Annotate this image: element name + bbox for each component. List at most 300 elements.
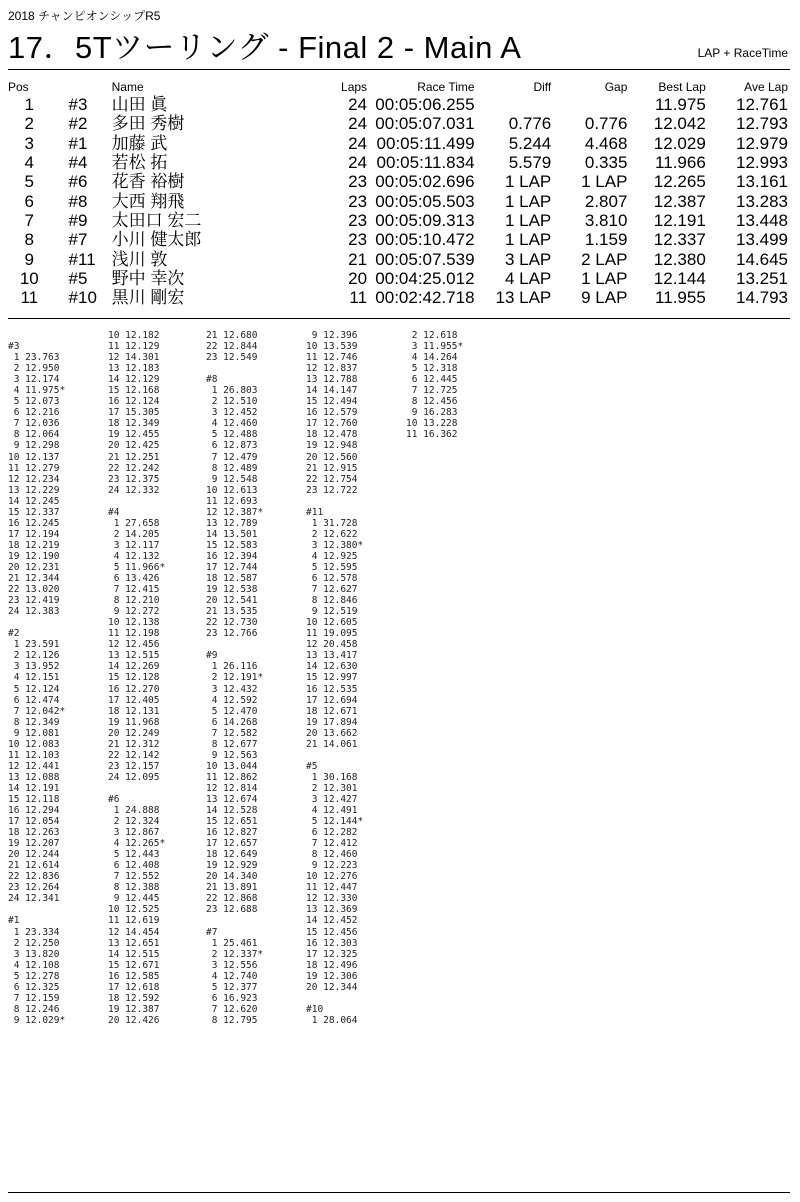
row-diff: 4 LAP (504, 268, 552, 288)
lap-line: 6 12.216 (8, 407, 60, 419)
lap-line: 11 12.746 (306, 352, 358, 364)
row-ave-lap: 13.161 (736, 172, 788, 192)
lap-line (306, 496, 363, 507)
lap-line: 23 12.375 (108, 473, 160, 485)
row-best-lap: 12.042 (653, 114, 706, 134)
row-best-lap: 12.191 (653, 210, 706, 230)
lap-line: 19 12.190 (8, 550, 60, 562)
lap-line: 1 23.763 (8, 352, 60, 364)
row-race-time: 00:05:07.031 (375, 114, 475, 134)
lap-line: 15 12.997 (306, 672, 358, 684)
lap-line: 17 12.325 (306, 948, 358, 960)
lap-line: 19 11.968 (108, 716, 160, 728)
lap-line: 8 12.246 (8, 1003, 60, 1015)
row-driver-name: 多田 秀樹 (111, 114, 185, 134)
lap-line: 1 28.064 (306, 1014, 358, 1026)
row-car-number: #8 (68, 191, 88, 211)
lap-line: 8 12.795 (206, 1014, 258, 1026)
lap-line: 22 12.142 (108, 749, 160, 761)
lap-line: 18 12.131 (108, 705, 160, 717)
lap-line: 2 12.618 (406, 330, 458, 341)
lap-line: 21 14.061 (306, 738, 358, 750)
lap-line: 8 12.489 (206, 462, 258, 474)
lap-line: 9 12.548 (206, 473, 258, 485)
lap-line: 13 12.183 (108, 363, 160, 375)
lap-line: 11 12.693 (206, 495, 258, 507)
row-car-number: #9 (68, 210, 88, 230)
lap-line: 15 12.128 (108, 672, 160, 684)
lap-line: 22 12.242 (108, 462, 160, 474)
row-pos: 5 (24, 172, 34, 192)
lap-line: 4 12.740 (206, 970, 258, 982)
row-ave-lap: 14.793 (736, 288, 788, 308)
lap-group-heading: #4 (108, 506, 120, 518)
table-row (8, 288, 788, 307)
lap-line: 10 12.525 (108, 904, 160, 916)
lap-line: 11 16.362 (406, 429, 458, 441)
row-car-number: #3 (68, 95, 88, 115)
lap-line: 3 13.820 (8, 948, 60, 960)
col-diff: Diff (533, 80, 552, 94)
lap-line: 3 12.174 (8, 374, 60, 386)
lap-line: 3 12.556 (206, 959, 258, 971)
col-ave-lap: Ave Lap (744, 80, 788, 94)
lap-line: 7 12.042* (8, 705, 66, 717)
lap-line: 3 13.952 (8, 661, 60, 673)
row-laps: 21 (348, 249, 368, 269)
lap-line: 11 12.198 (108, 628, 160, 640)
lap-line: 20 12.249 (108, 727, 160, 739)
lap-line: 23 12.264 (8, 882, 60, 894)
row-best-lap: 12.387 (653, 191, 706, 211)
lap-line: 1 26.803 (206, 385, 258, 397)
lap-line: 2 14.205 (108, 528, 160, 540)
lap-line: 11 12.279 (8, 462, 60, 474)
lap-line: 12 12.387* (206, 506, 264, 518)
row-pos: 9 (24, 249, 34, 269)
lap-line: 24 12.332 (108, 484, 160, 496)
lap-line: 10 12.182 (108, 330, 160, 341)
lap-group-heading: #5 (306, 760, 318, 772)
row-ave-lap: 12.793 (736, 114, 788, 134)
lap-line: 12 14.301 (108, 352, 160, 364)
row-diff: 1 LAP (504, 191, 552, 211)
row-gap: 3.810 (584, 210, 628, 230)
lap-line: 8 12.388 (108, 882, 160, 894)
col-name: Name (111, 80, 144, 94)
lap-line: 19 12.306 (306, 970, 358, 982)
lap-line: 7 12.159 (8, 992, 60, 1004)
lap-line: 13 13.417 (306, 650, 358, 662)
lap-line: 9 12.272 (108, 606, 160, 618)
lap-line: 4 12.132 (108, 550, 160, 562)
lap-line: 19 12.455 (108, 429, 160, 441)
lap-line: 6 14.268 (206, 716, 258, 728)
lap-line: 14 12.129 (108, 374, 160, 386)
row-car-number: #6 (68, 172, 88, 192)
lap-line: 16 12.245 (8, 517, 60, 529)
lap-line: 23 12.766 (206, 628, 258, 640)
lap-line: 12 12.330 (306, 893, 358, 905)
row-race-time: 00:05:07.539 (375, 249, 475, 269)
lap-line: 20 14.340 (206, 871, 258, 883)
lap-line: 15 12.583 (206, 539, 258, 551)
lap-line: 7 12.412 (306, 838, 358, 850)
row-laps: 24 (348, 114, 368, 134)
row-race-time: 00:05:11.499 (376, 133, 475, 153)
lap-line: 17 12.618 (108, 981, 160, 993)
lap-line: 20 12.244 (8, 849, 60, 861)
lap-line: 15 12.671 (108, 959, 160, 971)
lap-line: 5 12.595 (306, 561, 358, 573)
lap-line: 5 12.124 (8, 683, 60, 695)
lap-line: 5 12.377 (206, 981, 258, 993)
lap-line: 10 13.539 (306, 341, 358, 353)
row-driver-name: 太田口 宏二 (111, 210, 202, 230)
row-driver-name: 小川 健太郎 (111, 230, 202, 250)
row-best-lap: 12.380 (653, 249, 706, 269)
table-row (8, 191, 788, 210)
lap-line: 9 16.283 (406, 407, 458, 419)
lap-line: 19 12.538 (206, 584, 258, 596)
row-ave-lap: 12.979 (736, 133, 788, 153)
row-pos: 4 (24, 153, 34, 173)
lap-line: 21 12.915 (306, 462, 358, 474)
row-driver-name: 大西 翔飛 (111, 191, 185, 211)
row-diff: 13 LAP (495, 288, 552, 308)
table-row (8, 230, 788, 249)
lap-line: 6 16.923 (206, 992, 258, 1004)
lap-line: 4 11.975* (8, 385, 66, 397)
lap-line (306, 993, 363, 1004)
lap-line: 4 12.491 (306, 805, 358, 817)
lap-group-heading: #9 (206, 650, 218, 662)
row-laps: 11 (349, 288, 368, 308)
lap-line: 5 12.073 (8, 396, 60, 408)
lap-line: 17 12.657 (206, 838, 258, 850)
row-race-time: 00:02:42.718 (375, 288, 475, 308)
lap-line: 6 12.325 (8, 981, 60, 993)
lap-line: 11 12.103 (8, 749, 60, 761)
lap-line: 18 12.649 (206, 849, 258, 861)
lap-line: 10 13.228 (406, 418, 458, 430)
lap-line: 8 12.349 (8, 716, 60, 728)
row-pos: 1 (24, 95, 34, 115)
row-race-time: 00:04:25.012 (375, 268, 475, 288)
lap-line: 12 12.441 (8, 760, 60, 772)
header-right-label: LAP + RaceTime (697, 46, 788, 60)
lap-line: 19 17.894 (306, 716, 358, 728)
lap-line: 8 12.460 (306, 849, 358, 861)
lap-line: 14 12.452 (306, 915, 358, 927)
row-diff (475, 95, 552, 114)
lap-line: 6 12.445 (406, 374, 458, 386)
row-pos: 6 (24, 191, 34, 211)
lap-line: 7 12.415 (108, 584, 160, 596)
row-diff: 5.579 (508, 153, 552, 173)
lap-line: 18 12.478 (306, 429, 358, 441)
lap-line: 2 12.337* (206, 948, 264, 960)
lap-line (206, 639, 263, 650)
lap-line: 5 12.443 (108, 849, 160, 861)
row-race-time: 00:05:02.696 (375, 172, 475, 192)
row-driver-name: 黒川 剛宏 (111, 288, 185, 308)
row-gap: 2.807 (584, 191, 628, 211)
lap-line: 15 12.168 (108, 385, 160, 397)
lap-line: 3 12.452 (206, 407, 258, 419)
row-diff: 3 LAP (504, 249, 552, 269)
row-gap: 0.776 (584, 114, 628, 134)
lap-line: 9 12.445 (108, 893, 160, 905)
row-ave-lap: 12.993 (736, 153, 788, 173)
lap-line: 5 12.318 (406, 363, 458, 375)
row-ave-lap: 13.448 (736, 210, 788, 230)
lap-line: 2 12.126 (8, 650, 60, 662)
lap-line: 14 13.501 (206, 528, 258, 540)
row-pos: 3 (24, 133, 34, 153)
row-race-time: 00:05:05.503 (375, 191, 475, 211)
row-best-lap: 12.265 (653, 172, 706, 192)
lap-line: 2 12.324 (108, 816, 160, 828)
lap-line: 10 12.276 (306, 871, 358, 883)
lap-line: 13 12.369 (306, 904, 358, 916)
lap-line: 16 12.535 (306, 683, 358, 695)
lap-line: 5 12.144* (306, 816, 364, 828)
row-gap: 1.159 (584, 230, 628, 250)
lap-line: 12 12.837 (306, 363, 358, 375)
lap-line (108, 496, 165, 507)
lap-column (206, 330, 263, 1026)
lap-line: 20 12.560 (306, 451, 358, 463)
row-best-lap: 12.337 (653, 230, 706, 250)
lap-group-heading: #10 (306, 1003, 324, 1015)
lap-line: 4 12.460 (206, 418, 258, 430)
lap-line: 17 12.405 (108, 694, 160, 706)
lap-line: 22 12.836 (8, 871, 60, 883)
lap-line: 7 12.620 (206, 1003, 258, 1015)
lap-line: 9 12.029* (8, 1014, 66, 1026)
lap-line: 21 13.535 (206, 606, 258, 618)
lap-line: 21 12.680 (206, 330, 258, 341)
row-race-time: 00:05:06.255 (375, 95, 475, 115)
row-laps: 23 (348, 210, 368, 230)
lap-line: 4 12.925 (306, 550, 358, 562)
lap-line: 17 12.694 (306, 694, 358, 706)
lap-line: 24 12.383 (8, 606, 60, 618)
lap-group-heading: #7 (206, 926, 218, 938)
lap-line: 17 12.194 (8, 528, 60, 540)
lap-line: 20 12.344 (306, 981, 358, 993)
lap-line: 11 12.129 (108, 341, 160, 353)
lap-line: 15 12.494 (306, 396, 358, 408)
row-gap: 2 LAP (581, 249, 628, 269)
lap-line: 16 12.270 (108, 683, 160, 695)
lap-line: 8 12.210 (108, 595, 160, 607)
lap-line: 21 12.312 (108, 738, 160, 750)
lap-line: 24 12.341 (8, 893, 60, 905)
lap-line: 23 12.549 (206, 352, 258, 364)
row-driver-name: 若松 拓 (111, 153, 168, 173)
lap-line: 6 12.282 (306, 827, 358, 839)
lap-line: 20 12.426 (108, 1014, 160, 1026)
footer-rule (8, 1192, 790, 1193)
lap-line: 2 12.250 (8, 937, 60, 949)
row-best-lap: 11.975 (655, 95, 706, 115)
lap-line: 4 14.264 (406, 352, 458, 364)
lap-line: 22 12.868 (206, 893, 258, 905)
table-row (8, 211, 788, 230)
row-gap: 9 LAP (581, 288, 628, 308)
row-ave-lap: 13.251 (736, 268, 788, 288)
lap-line: 14 12.630 (306, 661, 358, 673)
lap-line: 21 12.344 (8, 573, 60, 585)
lap-line: 13 12.651 (108, 937, 160, 949)
lap-line: 24 12.095 (108, 771, 160, 783)
table-row (8, 134, 788, 153)
lap-line: 4 12.265* (108, 838, 166, 850)
lap-line: 10 12.605 (306, 617, 358, 629)
lap-line: 8 12.456 (406, 396, 458, 408)
lap-line: 13 12.788 (306, 374, 358, 386)
lap-line: 1 24.888 (108, 805, 160, 817)
lap-line: 23 12.157 (108, 760, 160, 772)
lap-line: 13 12.789 (206, 517, 258, 529)
lap-line: 13 12.088 (8, 771, 60, 783)
lap-line: 19 12.948 (306, 440, 358, 452)
lap-line: 7 12.479 (206, 451, 258, 463)
row-race-time: 00:05:10.472 (375, 230, 475, 250)
lap-line: 7 12.627 (306, 584, 358, 596)
lap-line: 1 26.116 (206, 661, 258, 673)
row-car-number: #1 (68, 133, 88, 153)
lap-line: 14 12.515 (108, 948, 160, 960)
lap-times-section (8, 330, 788, 1190)
lap-line: 8 12.064 (8, 429, 60, 441)
lap-line: 3 12.427 (306, 793, 358, 805)
lap-line: 10 12.613 (206, 484, 258, 496)
lap-line: 15 12.651 (206, 816, 258, 828)
lap-line: 21 12.614 (8, 860, 60, 872)
lap-line: 2 12.301 (306, 782, 358, 794)
lap-line: 16 12.294 (8, 805, 60, 817)
lap-line: 1 31.728 (306, 517, 358, 529)
row-driver-name: 加藤 武 (111, 133, 168, 153)
lap-line (8, 617, 65, 628)
lap-line: 23 12.722 (306, 484, 358, 496)
lap-line: 9 12.298 (8, 440, 60, 452)
lap-column (406, 330, 463, 440)
lap-line: 14 14.147 (306, 385, 358, 397)
lap-line: 12 12.814 (206, 782, 258, 794)
row-ave-lap: 12.761 (736, 95, 788, 115)
lap-line (8, 330, 65, 341)
lap-line: 1 23.334 (8, 926, 60, 938)
lap-line: 2 12.622 (306, 528, 358, 540)
row-pos: 11 (20, 288, 39, 308)
table-row (8, 249, 788, 268)
lap-line: 14 12.269 (108, 661, 160, 673)
row-car-number: #11 (68, 249, 96, 269)
lap-line: 10 12.138 (108, 617, 160, 629)
lap-line: 21 13.891 (206, 882, 258, 894)
lap-column (306, 330, 363, 1026)
lap-line: 15 12.337 (8, 506, 60, 518)
row-laps: 24 (348, 95, 368, 115)
row-driver-name: 山田 眞 (111, 95, 168, 115)
lap-line: 18 12.587 (206, 573, 258, 585)
lap-line: 3 12.432 (206, 683, 258, 695)
lap-line: 11 12.447 (306, 882, 358, 894)
row-gap: 1 LAP (581, 172, 628, 192)
lap-line: 20 12.231 (8, 561, 60, 573)
lap-line: 18 12.496 (306, 959, 358, 971)
lap-line: 1 25.461 (206, 937, 258, 949)
lap-line: 18 12.349 (108, 418, 160, 430)
lap-line: 6 12.474 (8, 694, 60, 706)
lap-line: 17 15.305 (108, 407, 160, 419)
lap-line: 4 12.151 (8, 672, 60, 684)
lap-line (8, 904, 65, 915)
lap-line: 19 12.207 (8, 838, 60, 850)
lap-line: 18 12.219 (8, 539, 60, 551)
lap-line: 16 12.394 (206, 550, 258, 562)
table-row (8, 114, 788, 133)
lap-line: 12 12.456 (108, 639, 160, 651)
lap-line: 18 12.592 (108, 992, 160, 1004)
row-laps: 24 (348, 153, 368, 173)
lap-line: 3 11.955* (406, 341, 464, 353)
lap-line: 22 12.844 (206, 341, 258, 353)
lap-line: 15 12.118 (8, 793, 60, 805)
lap-line: 10 13.044 (206, 760, 258, 772)
header-subtitle: 2018 チャンピオンシップR5 (8, 9, 161, 23)
lap-line: 16 12.579 (306, 407, 358, 419)
row-diff: 1 LAP (504, 230, 552, 250)
lap-line: 13 12.229 (8, 484, 60, 496)
lap-line: 5 12.488 (206, 429, 258, 441)
lap-line: 16 12.585 (108, 970, 160, 982)
lap-line: 19 12.929 (206, 860, 258, 872)
lap-line: 7 12.552 (108, 871, 160, 883)
row-gap: 1 LAP (581, 268, 628, 288)
row-car-number: #7 (68, 230, 88, 250)
lap-line: 5 12.470 (206, 705, 258, 717)
row-diff: 1 LAP (504, 172, 552, 192)
lap-line: 5 11.966* (108, 561, 166, 573)
col-laps: Laps (341, 80, 368, 94)
col-number (69, 79, 112, 95)
row-car-number: #10 (68, 288, 97, 308)
lap-line: 2 12.510 (206, 396, 258, 408)
row-car-number: #4 (68, 153, 88, 173)
lap-line: 3 12.867 (108, 827, 160, 839)
lap-line (206, 363, 263, 374)
row-laps: 20 (348, 268, 368, 288)
lap-line: 3 12.380* (306, 539, 364, 551)
lap-group-heading: #1 (8, 915, 20, 927)
lap-group-heading: #6 (108, 793, 120, 805)
lap-line: 4 12.108 (8, 959, 60, 971)
lap-line: 17 12.760 (306, 418, 358, 430)
col-race-time: Race Time (417, 80, 475, 94)
results-table (8, 79, 788, 307)
lap-group-heading: #3 (8, 341, 20, 353)
lap-line (108, 783, 165, 794)
lap-line: 17 12.744 (206, 561, 258, 573)
lap-line: 1 30.168 (306, 771, 358, 783)
row-car-number: #2 (68, 114, 88, 134)
row-diff: 0.776 (508, 114, 552, 134)
